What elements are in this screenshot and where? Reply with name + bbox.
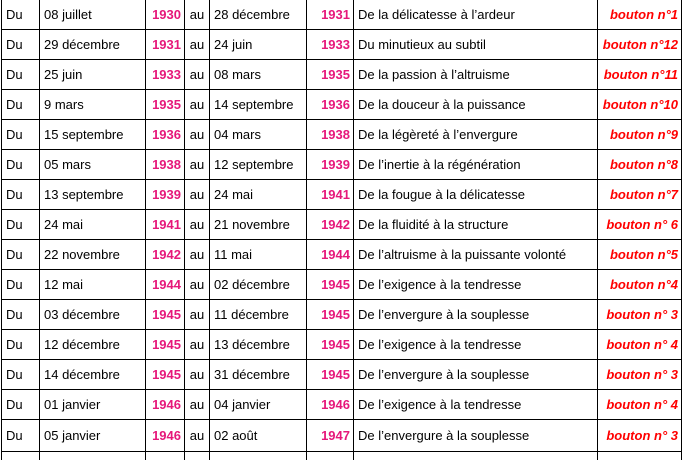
- button-number-cell: bouton n° 3: [598, 360, 682, 390]
- description-cell: De l’envergure à la souplesse: [354, 420, 598, 452]
- table-row: [2, 30, 682, 60]
- description-cell: De l’exigence à la tendresse: [354, 390, 598, 420]
- table-row: [2, 270, 682, 300]
- au-cell: au: [185, 270, 210, 300]
- button-number-cell: bouton n°8: [598, 150, 682, 180]
- button-number-cell: bouton n°5: [598, 240, 682, 270]
- start-year-cell: 1945: [146, 360, 185, 390]
- empty-cell: [146, 452, 185, 461]
- du-cell: Du: [2, 180, 40, 210]
- start-date-cell: 12 mai: [40, 270, 146, 300]
- end-date-cell: 14 septembre: [210, 90, 307, 120]
- au-cell: au: [185, 60, 210, 90]
- description-cell: De la délicatesse à l’ardeur: [354, 0, 598, 30]
- start-year-cell: 1941: [146, 210, 185, 240]
- du-cell: Du: [2, 420, 40, 452]
- table-row: [2, 210, 682, 240]
- description-cell: De l’envergure à la souplesse: [354, 360, 598, 390]
- periods-table-body: [2, 0, 682, 460]
- end-date-cell: 31 décembre: [210, 360, 307, 390]
- table-row: [2, 180, 682, 210]
- end-year-cell: 1947: [307, 420, 354, 452]
- button-number-cell: bouton n° 3: [598, 300, 682, 330]
- du-cell: Du: [2, 270, 40, 300]
- end-date-cell: 28 décembre: [210, 0, 307, 30]
- end-year-cell: 1945: [307, 270, 354, 300]
- start-year-cell: 1944: [146, 270, 185, 300]
- start-year-cell: 1942: [146, 240, 185, 270]
- description-cell: De l’exigence à la tendresse: [354, 330, 598, 360]
- au-cell: au: [185, 90, 210, 120]
- start-date-cell: 9 mars: [40, 90, 146, 120]
- du-cell: Du: [2, 390, 40, 420]
- description-cell: De la légèreté à l’envergure: [354, 120, 598, 150]
- description-cell: De l’inertie à la régénération: [354, 150, 598, 180]
- start-date-cell: 08 juillet: [40, 0, 146, 30]
- start-year-cell: 1938: [146, 150, 185, 180]
- end-date-cell: 24 mai: [210, 180, 307, 210]
- au-cell: au: [185, 300, 210, 330]
- button-number-cell: bouton n° 3: [598, 420, 682, 452]
- start-date-cell: 03 décembre: [40, 300, 146, 330]
- button-number-cell: bouton n°9: [598, 120, 682, 150]
- description-cell: De l’envergure à la souplesse: [354, 300, 598, 330]
- start-date-cell: 14 décembre: [40, 360, 146, 390]
- button-number-cell: bouton n°4: [598, 270, 682, 300]
- start-year-cell: 1946: [146, 390, 185, 420]
- end-year-cell: 1933: [307, 30, 354, 60]
- au-cell: au: [185, 120, 210, 150]
- description-cell: De l’exigence à la tendresse: [354, 270, 598, 300]
- du-cell: Du: [2, 330, 40, 360]
- start-year-cell: 1936: [146, 120, 185, 150]
- end-date-cell: 11 mai: [210, 240, 307, 270]
- start-date-cell: 01 janvier: [40, 390, 146, 420]
- end-year-cell: 1941: [307, 180, 354, 210]
- du-cell: Du: [2, 300, 40, 330]
- button-number-cell: bouton n°10: [598, 90, 682, 120]
- table-row: [2, 360, 682, 390]
- empty-cell: [185, 452, 210, 461]
- end-date-cell: 02 août: [210, 420, 307, 452]
- button-number-cell: bouton n°11: [598, 60, 682, 90]
- end-year-cell: 1945: [307, 330, 354, 360]
- end-date-cell: 04 mars: [210, 120, 307, 150]
- start-date-cell: 25 juin: [40, 60, 146, 90]
- start-year-cell: 1939: [146, 180, 185, 210]
- start-date-cell: 24 mai: [40, 210, 146, 240]
- description-cell: Du minutieux au subtil: [354, 30, 598, 60]
- start-date-cell: 15 septembre: [40, 120, 146, 150]
- end-year-cell: 1935: [307, 60, 354, 90]
- start-date-cell: 05 mars: [40, 150, 146, 180]
- table-row: [2, 420, 682, 452]
- end-year-cell: 1945: [307, 360, 354, 390]
- du-cell: Du: [2, 210, 40, 240]
- au-cell: au: [185, 150, 210, 180]
- button-number-cell: bouton n° 4: [598, 390, 682, 420]
- empty-cell: [2, 452, 40, 461]
- end-year-cell: 1944: [307, 240, 354, 270]
- au-cell: au: [185, 0, 210, 30]
- table-row: [2, 0, 682, 30]
- start-date-cell: 22 novembre: [40, 240, 146, 270]
- du-cell: Du: [2, 240, 40, 270]
- end-year-cell: 1938: [307, 120, 354, 150]
- button-number-cell: bouton n° 4: [598, 330, 682, 360]
- start-date-cell: 12 décembre: [40, 330, 146, 360]
- description-cell: De la fougue à la délicatesse: [354, 180, 598, 210]
- table-row-partial: [2, 452, 682, 461]
- end-date-cell: 12 septembre: [210, 150, 307, 180]
- table-row: [2, 90, 682, 120]
- au-cell: au: [185, 360, 210, 390]
- au-cell: au: [185, 180, 210, 210]
- periods-table: [1, 0, 682, 460]
- table-row: [2, 390, 682, 420]
- au-cell: au: [185, 210, 210, 240]
- du-cell: Du: [2, 60, 40, 90]
- du-cell: Du: [2, 0, 40, 30]
- button-number-cell: bouton n°12: [598, 30, 682, 60]
- table-row: [2, 60, 682, 90]
- start-year-cell: 1935: [146, 90, 185, 120]
- table-row: [2, 120, 682, 150]
- description-cell: De la passion à l’altruisme: [354, 60, 598, 90]
- start-year-cell: 1945: [146, 300, 185, 330]
- au-cell: au: [185, 330, 210, 360]
- end-year-cell: 1936: [307, 90, 354, 120]
- table-row: [2, 300, 682, 330]
- du-cell: Du: [2, 30, 40, 60]
- button-number-cell: bouton n°1: [598, 0, 682, 30]
- empty-cell: [210, 452, 307, 461]
- empty-cell: [598, 452, 682, 461]
- au-cell: au: [185, 30, 210, 60]
- description-cell: De l’altruisme à la puissante volonté: [354, 240, 598, 270]
- button-number-cell: bouton n°7: [598, 180, 682, 210]
- empty-cell: [354, 452, 598, 461]
- end-date-cell: 02 décembre: [210, 270, 307, 300]
- start-date-cell: 05 janvier: [40, 420, 146, 452]
- au-cell: au: [185, 420, 210, 452]
- table-row: [2, 330, 682, 360]
- end-date-cell: 21 novembre: [210, 210, 307, 240]
- end-date-cell: 24 juin: [210, 30, 307, 60]
- end-date-cell: 08 mars: [210, 60, 307, 90]
- du-cell: Du: [2, 360, 40, 390]
- du-cell: Du: [2, 150, 40, 180]
- au-cell: au: [185, 390, 210, 420]
- start-date-cell: 13 septembre: [40, 180, 146, 210]
- end-date-cell: 11 décembre: [210, 300, 307, 330]
- start-year-cell: 1931: [146, 30, 185, 60]
- end-date-cell: 13 décembre: [210, 330, 307, 360]
- end-year-cell: 1942: [307, 210, 354, 240]
- empty-cell: [40, 452, 146, 461]
- end-year-cell: 1931: [307, 0, 354, 30]
- description-cell: De la douceur à la puissance: [354, 90, 598, 120]
- start-year-cell: 1933: [146, 60, 185, 90]
- table-row: [2, 150, 682, 180]
- end-year-cell: 1939: [307, 150, 354, 180]
- du-cell: Du: [2, 120, 40, 150]
- end-year-cell: 1945: [307, 300, 354, 330]
- empty-cell: [307, 452, 354, 461]
- start-year-cell: 1946: [146, 420, 185, 452]
- description-cell: De la fluidité à la structure: [354, 210, 598, 240]
- end-year-cell: 1946: [307, 390, 354, 420]
- start-year-cell: 1945: [146, 330, 185, 360]
- table-row: [2, 240, 682, 270]
- start-date-cell: 29 décembre: [40, 30, 146, 60]
- button-number-cell: bouton n° 6: [598, 210, 682, 240]
- du-cell: Du: [2, 90, 40, 120]
- au-cell: au: [185, 240, 210, 270]
- start-year-cell: 1930: [146, 0, 185, 30]
- end-date-cell: 04 janvier: [210, 390, 307, 420]
